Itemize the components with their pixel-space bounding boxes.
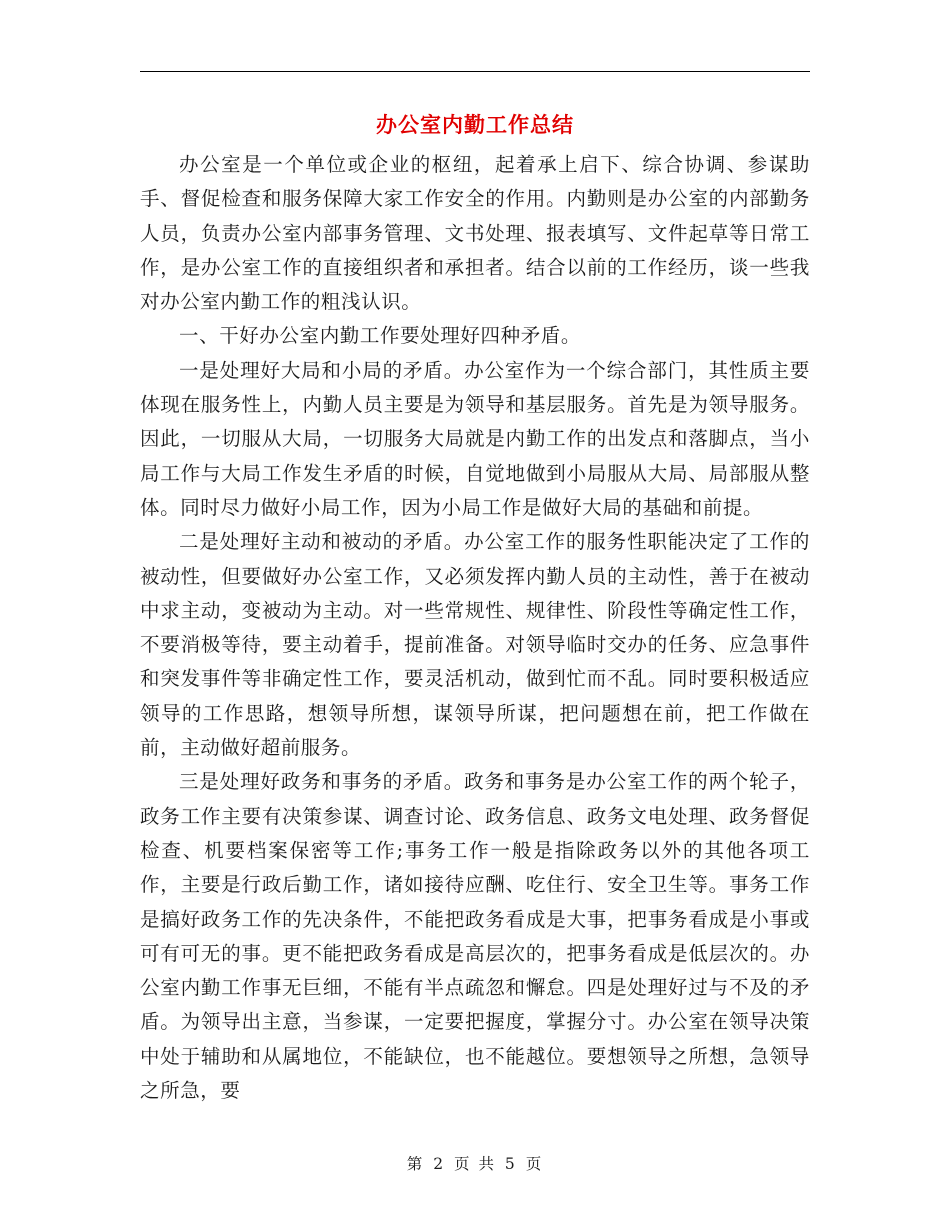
paragraph-point-three: 三是处理好政务和事务的矛盾。政务和事务是办公室工作的两个轮子，政务工作主要有决策参谋、调查讨论、政务信息、政务文电处理、政务督促检查、机要档案保密等工作;事务工作一般是指除政务以外的其他各项工作，主要是行政后勤工作，诸如接待应酬、吃住行、安全卫生等。事务工作是搞好政务工作的先决条件，不能把政务看成是大事，把事务看成是小事或可有可无的事。更不能把政务看成是高层次的，把事务看成是低层次的。办公室内勤工作事无巨细，不能有半点疏忽和懈怠。四是处理好过与不及的矛盾。为领导出主意，当参谋，一定要把握度，掌握分寸。办公室在领导决策中处于辅助和从属地位，不能缺位，也不能越位。要想领导之所想，急领导之所急，要 xyxy=(140,770,810,1103)
footer-middle: 页 共 xyxy=(454,1155,496,1173)
paragraph-point-one: 一是处理好大局和小局的矛盾。办公室作为一个综合部门，其性质主要体现在服务性上，内勤人员主要是为领导和基层服务。首先是为领导服务。因此，一切服从大局，一切服务大局就是内勤工作的出发点和落脚点，当小局工作与大局工作发生矛盾的时候，自觉地做到小局服从大局、局部服从整体。同时尽力做好小局工作，因为小局工作是做好大局的基础和前提。 xyxy=(140,358,810,519)
paragraph-intro: 办公室是一个单位或企业的枢纽，起着承上启下、综合协调、参谋助手、督促检查和服务保障大家工作安全的作用。内勤则是办公室的内部勤务人员，负责办公室内部事务管理、文书处理、报表填写、文件起草等日常工作，是办公室工作的直接组织者和承担者。结合以前的工作经历，谈一些我对办公室内勤工作的粗浅认识。 xyxy=(140,153,810,314)
footer-page-number: 2 xyxy=(433,1155,446,1173)
footer-total-pages: 5 xyxy=(504,1155,517,1173)
paragraph-section-heading: 一、干好办公室内勤工作要处理好四种矛盾。 xyxy=(179,324,582,348)
header-rule xyxy=(140,71,810,72)
footer-suffix: 页 xyxy=(525,1155,544,1173)
document-body xyxy=(140,148,810,1108)
paragraph-point-two: 二是处理好主动和被动的矛盾。办公室工作的服务性职能决定了工作的被动性，但要做好办公室工作，又必须发挥内勤人员的主动性，善于在被动中求主动，变被动为主动。对一些常规性、规律性、阶段性等确定性工作，不要消极等待，要主动着手，提前准备。对领导临时交办的任务、应急事件和突发事件等非确定性工作，要灵活机动，做到忙而不乱。同时要积极适应领导的工作思路，想领导所想，谋领导所谋，把问题想在前，把工作做在前，主动做好超前服务。 xyxy=(140,530,810,760)
page-footer xyxy=(0,1152,950,1174)
document-title: 办公室内勤工作总结 xyxy=(376,112,574,137)
footer-prefix: 第 xyxy=(406,1155,425,1173)
